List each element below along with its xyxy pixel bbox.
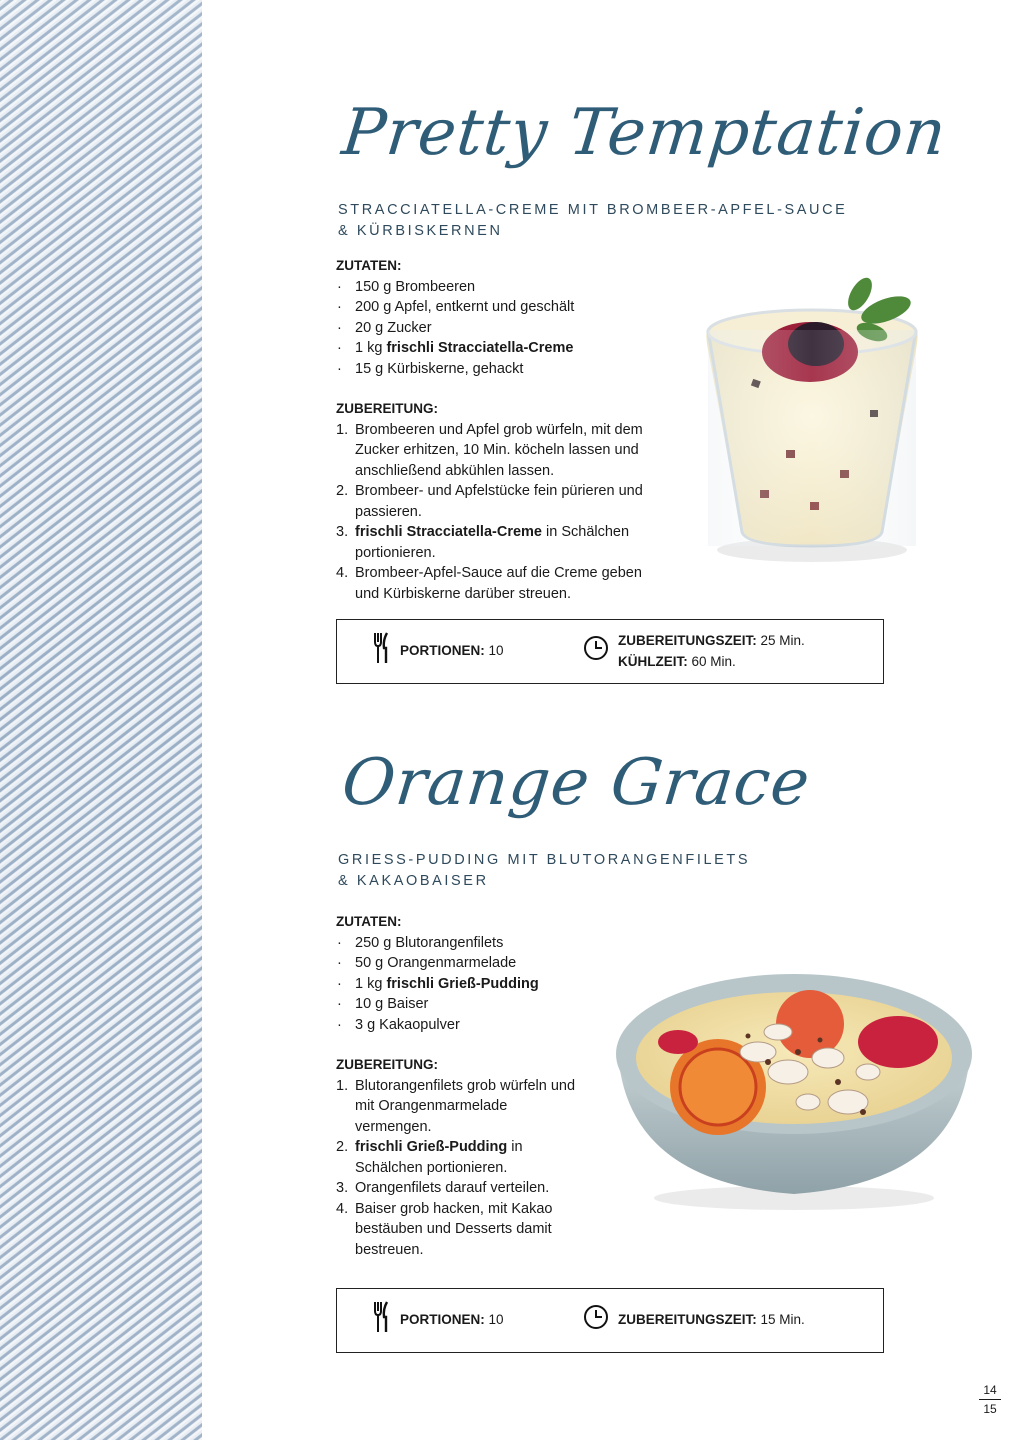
cooling-label: KÜHLZEIT: (618, 653, 688, 669)
semolina-pudding-photo (598, 962, 990, 1212)
portions-value: 10 (488, 643, 504, 659)
preparation-heading: ZUBEREITUNG: (336, 1057, 438, 1072)
ingredient-item: · 200 g Apfel, entkernt und geschält (337, 299, 575, 315)
time-info (583, 1289, 805, 1352)
portions-label: PORTIONEN: (400, 643, 485, 659)
subtitle-line: STRACCIATELLA-CREME MIT BROMBEER-APFEL-SAUCE (338, 202, 848, 218)
clock-icon (583, 1304, 609, 1337)
time-label: ZUBEREITUNGSZEIT: (618, 633, 757, 648)
step-item: 2. frischli Grieß-Pudding in Schälchen portionieren. (336, 1139, 523, 1176)
recipe-info-box (336, 619, 884, 684)
portions-info (373, 620, 504, 683)
preparation-steps (336, 420, 666, 605)
page-number-top: 14 (983, 1383, 997, 1397)
ingredient-item: · 150 g Brombeeren (337, 278, 476, 295)
time-label: ZUBEREITUNGSZEIT: (618, 1312, 757, 1328)
step-item: 2. Brombeer- und Apfelstücke fein pürieren und passieren. (336, 483, 643, 520)
fork-knife-icon (373, 632, 391, 671)
clock-icon (583, 635, 609, 668)
recipe-subtitle (336, 200, 896, 242)
ingredient-item: · 50 g Orangenmarmelade (337, 955, 517, 971)
subtitle-line: & KÜRBISKERNEN (338, 223, 503, 239)
step-item: 4. Brombeer-Apfel-Sauce auf die Creme geben und Kürbiskerne darüber streuen. (336, 565, 642, 602)
ingredient-item: · 1 kg frischli Grieß-Pudding (337, 975, 539, 992)
subtitle-line: GRIESS-PUDDING MIT BLUTORANGENFILETS (338, 852, 751, 868)
ingredient-item: · 3 g Kakaopulver (337, 1016, 460, 1033)
subtitle-line: & KAKAOBAISER (338, 873, 489, 889)
portions-info (373, 1289, 504, 1352)
cooling-value: 60 Min. (691, 653, 736, 669)
time-info (583, 620, 805, 683)
ingredient-item: · 1 kg frischli Stracciatella-Creme (337, 340, 574, 356)
recipe-title: Orange Grace (338, 746, 814, 820)
ingredient-item: · 15 g Kürbiskerne, gehackt (337, 360, 524, 377)
fabric-texture-strip (0, 0, 202, 1440)
step-item: 1. Brombeeren und Apfel grob würfeln, mit dem Zucker erhitzen, 10 Min. köcheln lassen und anschließend abkühlen lassen. (336, 421, 643, 479)
fork-knife-icon (373, 1301, 391, 1340)
portions-value: 10 (488, 1312, 504, 1328)
ingredient-item: · 250 g Blutorangenfilets (337, 934, 504, 951)
step-item: 4. Baiser grob hacken, mit Kakao bestäuben und Desserts damit bestreuen. (336, 1200, 553, 1258)
preparation-steps (336, 1076, 586, 1261)
ingredients-heading: ZUTATEN: (336, 914, 402, 929)
page-number-divider (979, 1399, 1001, 1400)
step-item: 1. Blutorangenfilets grob würfeln und mit Orangenmarmelade vermengen. (336, 1077, 576, 1135)
step-item: 3. Orangenfilets darauf verteilen. (336, 1180, 550, 1196)
recipe-title: Pretty Temptation (338, 96, 951, 170)
page-number-bottom: 15 (983, 1402, 997, 1416)
recipe-subtitle (336, 850, 896, 892)
preparation-heading: ZUBEREITUNG: (336, 401, 438, 416)
time-value: 25 Min. (760, 633, 805, 648)
ingredient-item: · 10 g Baiser (337, 996, 429, 1012)
time-value: 15 Min. (760, 1312, 805, 1328)
stracciatella-dessert-photo (690, 270, 940, 570)
step-item: 3. frischli Stracciatella-Creme in Schälchen portionieren. (336, 524, 630, 561)
page-number (978, 1383, 1002, 1416)
ingredient-item: · 20 g Zucker (337, 319, 432, 336)
ingredients-heading: ZUTATEN: (336, 258, 402, 273)
recipe-info-box (336, 1288, 884, 1353)
portions-label: PORTIONEN: (400, 1312, 485, 1328)
